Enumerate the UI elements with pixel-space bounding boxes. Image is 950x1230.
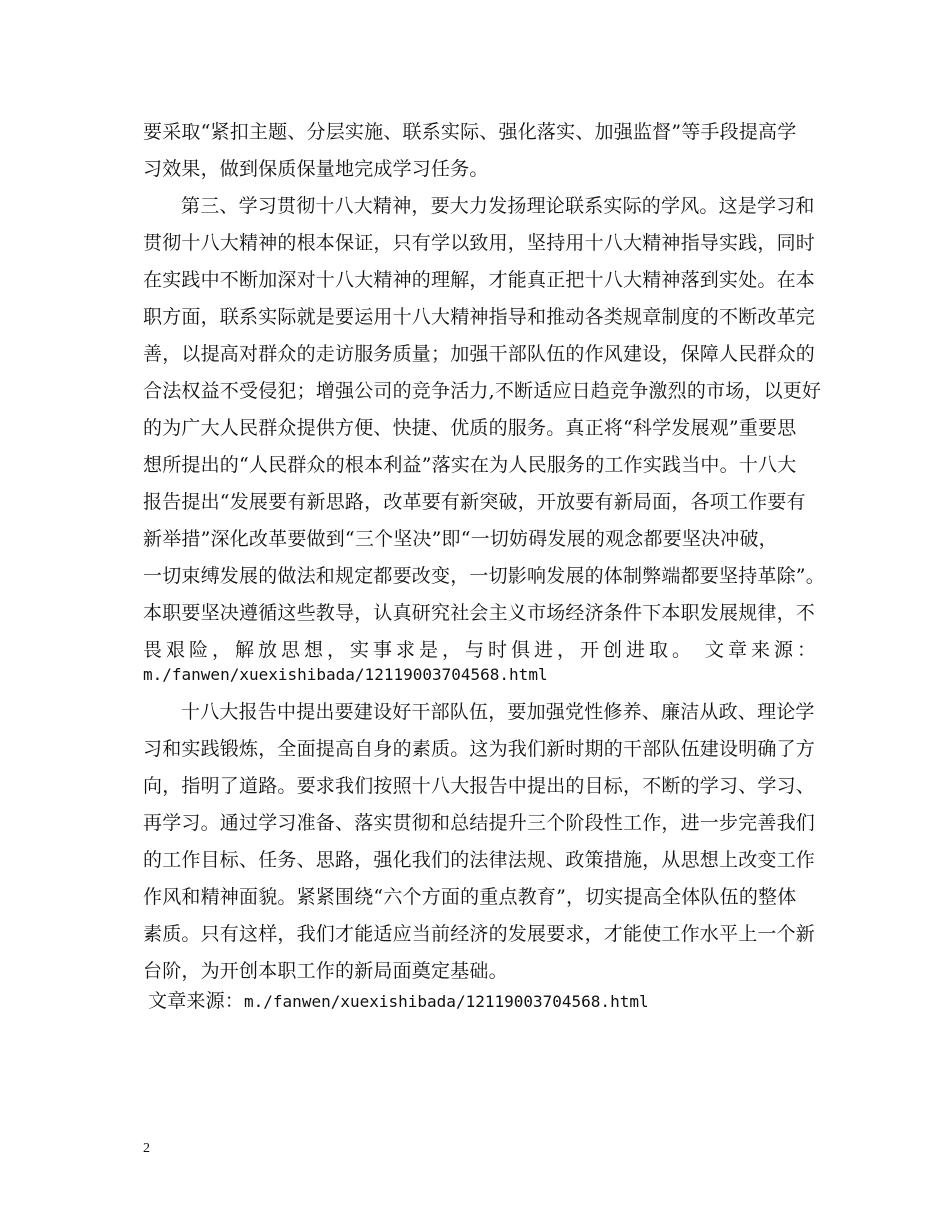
paragraph-line: 再学习。通过学习准备、落实贯彻和总结提升三个阶段性工作，进一步完善我们 (143, 812, 816, 834)
source-label: 文章来源： (148, 990, 245, 1012)
paragraph-line: 合法权益不受侵犯；增强公司的竞争活力,不断适应日趋竞争激烈的市场，以更好 (143, 380, 822, 402)
paragraph-line: 在实践中不断加深对十八大精神的理解，才能真正把十八大精神落到实处。在本 (143, 269, 816, 291)
source-line (148, 989, 824, 1014)
paragraph-line: 台阶，为开创本职工作的新局面奠定基础。 (143, 960, 508, 982)
paragraph-line: 一切束缚发展的做法和规定都要改变，一切影响发展的体制弊端都要坚持革除”。 (143, 565, 825, 587)
paragraph-line: 向，指明了道路。要求我们按照十八大报告中提出的目标，不断的学习、学习、 (143, 775, 816, 797)
paragraph-line: 的为广大人民群众提供方便、快捷、优质的服务。真正将“科学发展观”重要思 (143, 417, 797, 439)
paragraph-line: 的工作目标、任务、思路，强化我们的法律法规、政策措施，从思想上改变工作 (143, 849, 816, 871)
paragraph-line: 善，以提高对群众的走访服务质量；加强干部队伍的作风建设，保障人民群众的 (143, 343, 816, 365)
paragraph-line: 习和实践锻炼，全面提高自身的素质。这为我们新时期的干部队伍建设明确了方 (143, 738, 816, 760)
paragraph-line: 素质。只有这样，我们才能适应当前经济的发展要求，才能使工作水平上一个新 (143, 923, 816, 945)
page-number: 2 (143, 1141, 150, 1156)
paragraph-line: 作风和精神面貌。紧紧围绕“六个方面的重点教育”，切实提高全体队伍的整体 (143, 886, 797, 908)
paragraph-line: 要采取“紧扣主题、分层实施、联系实际、强化落实、加强监督”等手段提高学 (143, 121, 797, 143)
paragraph-line: 第三、学习贯彻十八大精神，要大力发扬理论联系实际的学风。这是学习和 (181, 195, 815, 217)
paragraph-line: 本职要坚决遵循这些教导，认真研究社会主义市场经济条件下本职发展规律，不 (143, 602, 816, 624)
paragraph-line: 贯彻十八大精神的根本保证，只有学以致用，坚持用十八大精神指导实践，同时 (143, 232, 816, 254)
paragraph-line: 新举措”深化改革要做到“三个坚决”即“一切妨碍发展的观念都要坚决冲破， (143, 528, 778, 550)
source-url: m./fanwen/xuexishibada/12119003704568.html (143, 665, 548, 684)
paragraph-line: 习效果，做到保质保量地完成学习任务。 (143, 158, 489, 180)
source-url: m./fanwen/xuexishibada/12119003704568.html (244, 992, 649, 1011)
paragraph-line: 职方面，联系实际就是要运用十八大精神指导和推动各类规章制度的不断改革完 (143, 306, 816, 328)
paragraph-line: 想所提出的“人民群众的根本利益”落实在为人民服务的工作实践当中。十八大 (143, 454, 797, 476)
paragraph-line: 畏艰险，解放思想，实事求是，与时俱进，开创进取。 文章来源： (143, 639, 819, 661)
paragraph-line: 报告提出“发展要有新思路，改革要有新突破，开放要有新局面，各项工作要有 (143, 491, 806, 513)
paragraph-line: 十八大报告中提出要建设好干部队伍，要加强党性修养、廉洁从政、理论学 (181, 701, 815, 723)
